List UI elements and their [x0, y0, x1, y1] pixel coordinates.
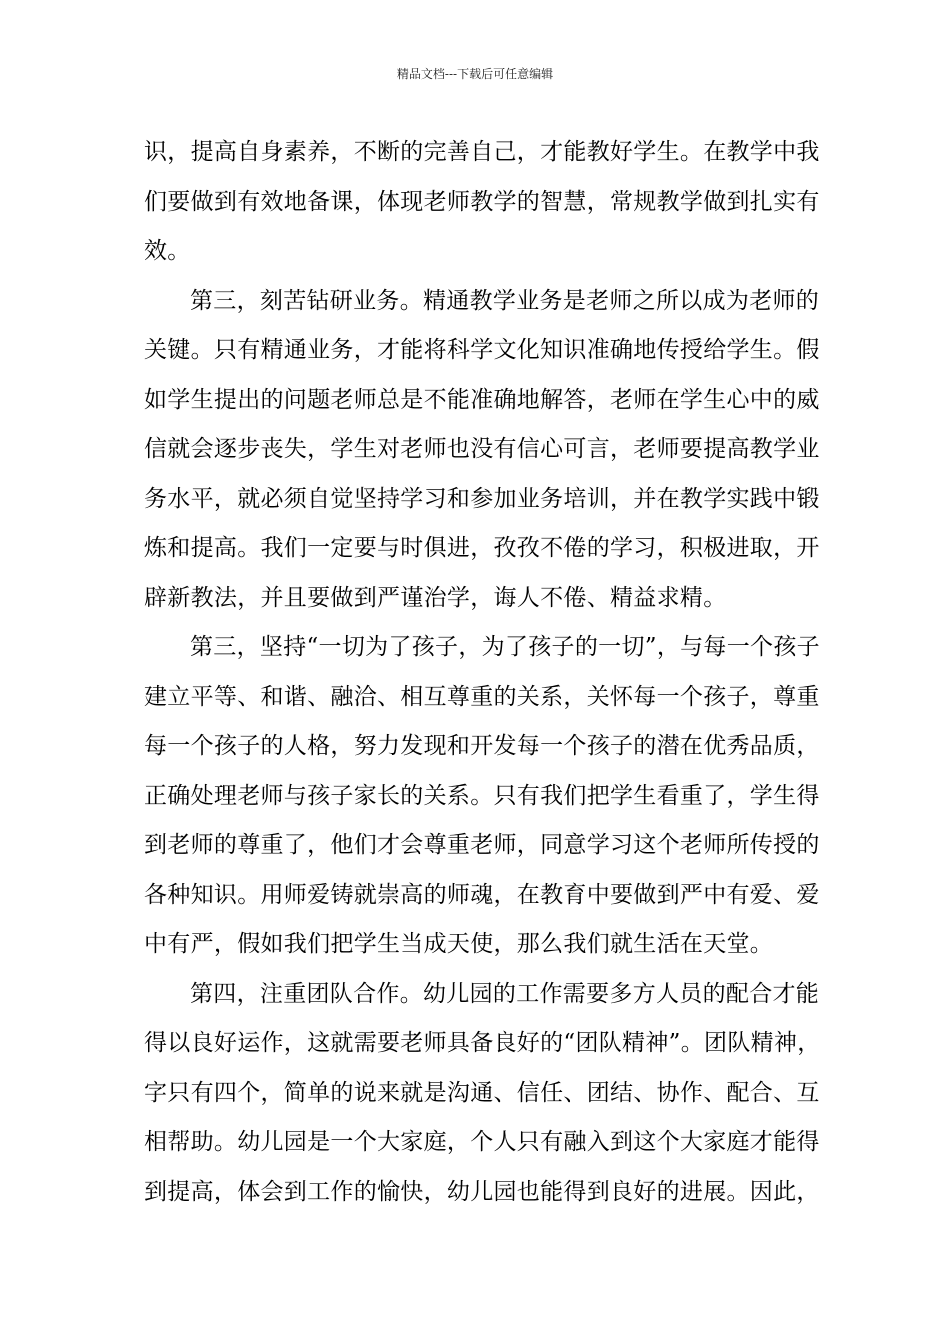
text-line: 识，提高自身素养，不断的完善自己，才能教好学生。在教学中我 — [144, 139, 820, 165]
paragraph-start-line: 第三，刻苦钻研业务。精通教学业务是老师之所以成为老师的 — [190, 287, 820, 314]
text-line: 建立平等、和谐、融洽、相互尊重的关系，关怀每一个孩子，尊重 — [144, 683, 820, 710]
text-line: 炼和提高。我们一定要与时俱进，孜孜不倦的学习，积极进取，开 — [144, 535, 820, 561]
text-line: 各种知识。用师爱铸就崇高的师魂，在教育中要做到严中有爱、爱 — [144, 881, 820, 908]
text-line: 相帮助。幼儿园是一个大家庭，个人只有融入到这个大家庭才能得 — [144, 1129, 820, 1155]
text-line: 辟新教法，并且要做到严谨治学，诲人不倦、精益求精。 — [144, 584, 727, 611]
paragraph-start-line: 第三，坚持“一切为了孩子，为了孩子的一切”，与每一个孩子 — [190, 634, 820, 660]
text-line: 如学生提出的问题老师总是不能准确地解答，老师在学生心中的威 — [144, 386, 820, 413]
text-line: 正确处理老师与孩子家长的关系。只有我们把学生看重了，学生得 — [144, 782, 820, 809]
text-line: 中有严，假如我们把学生当成天使，那么我们就生活在天堂。 — [144, 931, 774, 957]
page-header: 精品文档---下载后可任意编辑 — [396, 67, 554, 81]
text-line: 们要做到有效地备课，体现老师教学的智慧，常规教学做到扎实有 — [144, 188, 820, 215]
text-line: 到老师的尊重了，他们才会尊重老师，同意学习这个老师所传授的 — [144, 832, 820, 858]
text-line: 务水平，就必须自觉坚持学习和参加业务培训，并在教学实践中锻 — [144, 485, 820, 512]
text-line: 效。 — [144, 238, 191, 264]
text-line: 得以良好运作，这就需要老师具备良好的“团队精神”。团队精神， — [144, 1030, 821, 1056]
text-line: 关键。只有精通业务，才能将科学文化知识准确地传授给学生。假 — [144, 337, 820, 363]
text-line: 到提高，体会到工作的愉快，幼儿园也能得到良好的进展。因此， — [144, 1178, 820, 1205]
paragraph-start-line: 第四，注重团队合作。幼儿园的工作需要多方人员的配合才能 — [190, 980, 820, 1007]
text-line: 字只有四个，简单的说来就是沟通、信任、团结、协作、配合、互 — [144, 1079, 820, 1106]
document-body — [144, 128, 821, 1217]
text-line: 信就会逐步丧失，学生对老师也没有信心可言，老师要提高教学业 — [144, 436, 820, 462]
text-line: 每一个孩子的人格，努力发现和开发每一个孩子的潜在优秀品质， — [144, 733, 820, 759]
